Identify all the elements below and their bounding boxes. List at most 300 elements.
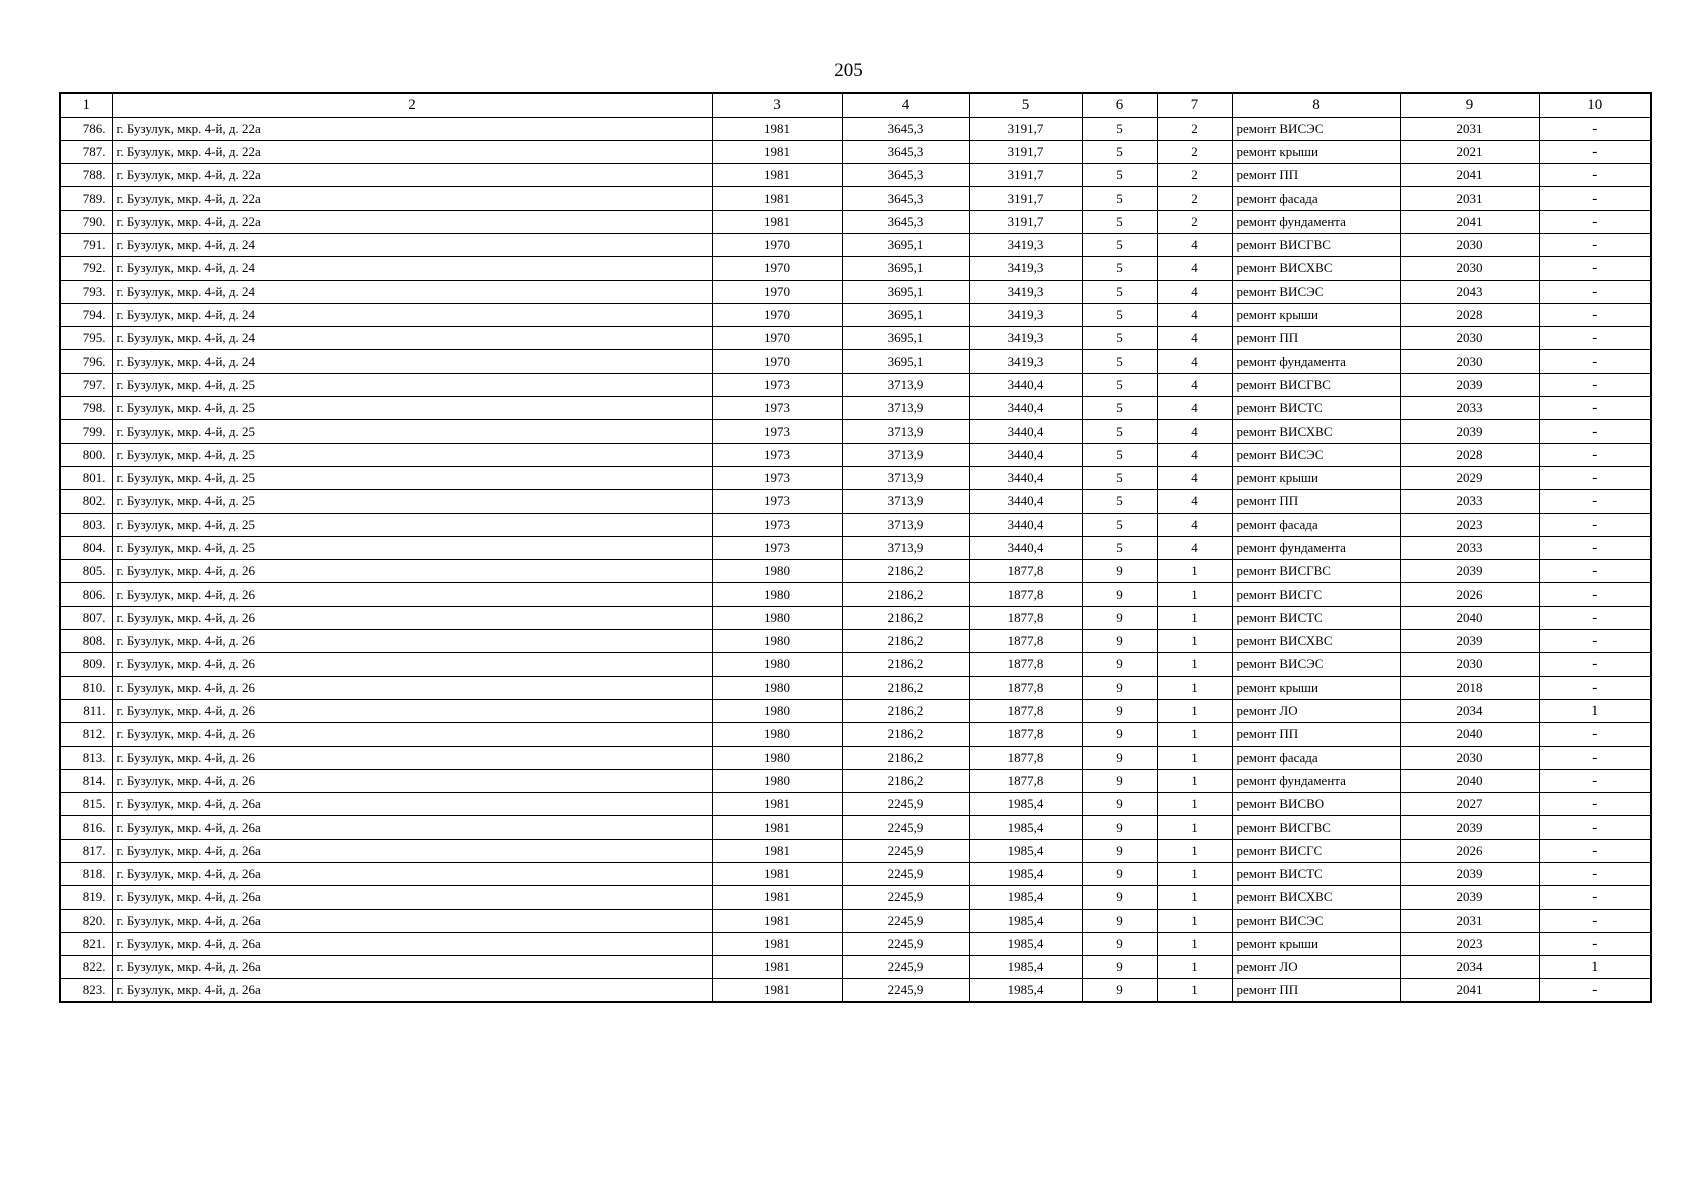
floors-cell: 5 (1082, 513, 1157, 536)
total-area-cell: 3713,9 (842, 490, 969, 513)
address-cell: г. Бузулук, мкр. 4-й, д. 25 (112, 443, 712, 466)
floors-cell: 5 (1082, 210, 1157, 233)
living-area-cell: 3191,7 (969, 187, 1082, 210)
living-area-cell: 1877,8 (969, 676, 1082, 699)
total-area-cell: 2186,2 (842, 699, 969, 722)
address-cell: г. Бузулук, мкр. 4-й, д. 26 (112, 583, 712, 606)
entrances-cell: 2 (1157, 164, 1232, 187)
header-cell-7: 7 (1157, 93, 1232, 117)
extra-value-cell: - (1539, 373, 1651, 396)
table-row (60, 816, 1651, 839)
work-type-cell: ремонт ВИСГС (1232, 839, 1400, 862)
extra-value-cell: - (1539, 909, 1651, 932)
total-area-cell: 2245,9 (842, 909, 969, 932)
build-year-cell: 1981 (712, 932, 842, 955)
row-number-cell: 805. (60, 560, 112, 583)
floors-cell: 5 (1082, 233, 1157, 256)
floors-cell: 5 (1082, 443, 1157, 466)
extra-value-cell: - (1539, 746, 1651, 769)
entrances-cell: 4 (1157, 327, 1232, 350)
address-cell: г. Бузулук, мкр. 4-й, д. 24 (112, 350, 712, 373)
total-area-cell: 2186,2 (842, 606, 969, 629)
living-area-cell: 1985,4 (969, 956, 1082, 979)
entrances-cell: 1 (1157, 769, 1232, 792)
entrances-cell: 1 (1157, 746, 1232, 769)
extra-value-cell: - (1539, 886, 1651, 909)
entrances-cell: 1 (1157, 653, 1232, 676)
living-area-cell: 1877,8 (969, 630, 1082, 653)
total-area-cell: 2186,2 (842, 723, 969, 746)
extra-value-cell: - (1539, 979, 1651, 1002)
build-year-cell: 1980 (712, 606, 842, 629)
planned-year-cell: 2041 (1400, 164, 1539, 187)
address-cell: г. Бузулук, мкр. 4-й, д. 26а (112, 932, 712, 955)
row-number-cell: 818. (60, 863, 112, 886)
floors-cell: 9 (1082, 723, 1157, 746)
build-year-cell: 1981 (712, 117, 842, 140)
entrances-cell: 4 (1157, 443, 1232, 466)
floors-cell: 9 (1082, 583, 1157, 606)
planned-year-cell: 2040 (1400, 723, 1539, 746)
address-cell: г. Бузулук, мкр. 4-й, д. 26а (112, 839, 712, 862)
row-number-cell: 816. (60, 816, 112, 839)
address-cell: г. Бузулук, мкр. 4-й, д. 26а (112, 956, 712, 979)
row-number-cell: 819. (60, 886, 112, 909)
floors-cell: 5 (1082, 117, 1157, 140)
build-year-cell: 1981 (712, 863, 842, 886)
living-area-cell: 3440,4 (969, 397, 1082, 420)
table-row (60, 886, 1651, 909)
work-type-cell: ремонт крыши (1232, 140, 1400, 163)
row-number-cell: 803. (60, 513, 112, 536)
work-type-cell: ремонт фасада (1232, 187, 1400, 210)
floors-cell: 5 (1082, 466, 1157, 489)
planned-year-cell: 2040 (1400, 769, 1539, 792)
entrances-cell: 1 (1157, 839, 1232, 862)
floors-cell: 9 (1082, 956, 1157, 979)
header-cell-10: 10 (1539, 93, 1651, 117)
entrances-cell: 1 (1157, 606, 1232, 629)
extra-value-cell: - (1539, 233, 1651, 256)
extra-value-cell: 1 (1539, 956, 1651, 979)
total-area-cell: 3695,1 (842, 233, 969, 256)
extra-value-cell: - (1539, 187, 1651, 210)
build-year-cell: 1981 (712, 886, 842, 909)
floors-cell: 9 (1082, 793, 1157, 816)
work-type-cell: ремонт ВИСГВС (1232, 816, 1400, 839)
work-type-cell: ремонт крыши (1232, 303, 1400, 326)
floors-cell: 5 (1082, 164, 1157, 187)
floors-cell: 9 (1082, 932, 1157, 955)
table-row (60, 140, 1651, 163)
build-year-cell: 1981 (712, 793, 842, 816)
planned-year-cell: 2023 (1400, 932, 1539, 955)
total-area-cell: 3695,1 (842, 303, 969, 326)
entrances-cell: 1 (1157, 932, 1232, 955)
build-year-cell: 1973 (712, 443, 842, 466)
entrances-cell: 4 (1157, 536, 1232, 559)
entrances-cell: 1 (1157, 699, 1232, 722)
entrances-cell: 4 (1157, 513, 1232, 536)
row-number-cell: 801. (60, 466, 112, 489)
planned-year-cell: 2021 (1400, 140, 1539, 163)
entrances-cell: 4 (1157, 350, 1232, 373)
extra-value-cell: - (1539, 676, 1651, 699)
build-year-cell: 1980 (712, 560, 842, 583)
row-number-cell: 799. (60, 420, 112, 443)
extra-value-cell: - (1539, 769, 1651, 792)
row-number-cell: 821. (60, 932, 112, 955)
living-area-cell: 3419,3 (969, 233, 1082, 256)
extra-value-cell: - (1539, 280, 1651, 303)
floors-cell: 5 (1082, 140, 1157, 163)
work-type-cell: ремонт ВИСХВС (1232, 420, 1400, 443)
header-cell-5: 5 (969, 93, 1082, 117)
work-type-cell: ремонт ВИСХВС (1232, 630, 1400, 653)
entrances-cell: 1 (1157, 886, 1232, 909)
header-cell-8: 8 (1232, 93, 1400, 117)
work-type-cell: ремонт ПП (1232, 723, 1400, 746)
row-number-cell: 797. (60, 373, 112, 396)
living-area-cell: 1985,4 (969, 793, 1082, 816)
living-area-cell: 3191,7 (969, 117, 1082, 140)
planned-year-cell: 2033 (1400, 536, 1539, 559)
extra-value-cell: - (1539, 117, 1651, 140)
build-year-cell: 1973 (712, 373, 842, 396)
living-area-cell: 1877,8 (969, 560, 1082, 583)
floors-cell: 9 (1082, 769, 1157, 792)
address-cell: г. Бузулук, мкр. 4-й, д. 26 (112, 723, 712, 746)
work-type-cell: ремонт ВИСТС (1232, 397, 1400, 420)
planned-year-cell: 2018 (1400, 676, 1539, 699)
planned-year-cell: 2029 (1400, 466, 1539, 489)
planned-year-cell: 2039 (1400, 420, 1539, 443)
build-year-cell: 1981 (712, 956, 842, 979)
address-cell: г. Бузулук, мкр. 4-й, д. 25 (112, 513, 712, 536)
floors-cell: 9 (1082, 746, 1157, 769)
address-cell: г. Бузулук, мкр. 4-й, д. 26 (112, 560, 712, 583)
table-row (60, 653, 1651, 676)
planned-year-cell: 2030 (1400, 350, 1539, 373)
table-row (60, 373, 1651, 396)
total-area-cell: 2186,2 (842, 769, 969, 792)
planned-year-cell: 2028 (1400, 443, 1539, 466)
build-year-cell: 1980 (712, 723, 842, 746)
extra-value-cell: - (1539, 443, 1651, 466)
floors-cell: 5 (1082, 350, 1157, 373)
work-type-cell: ремонт ПП (1232, 164, 1400, 187)
table-row (60, 630, 1651, 653)
address-cell: г. Бузулук, мкр. 4-й, д. 24 (112, 303, 712, 326)
table-row (60, 420, 1651, 443)
living-area-cell: 1985,4 (969, 816, 1082, 839)
total-area-cell: 2245,9 (842, 793, 969, 816)
table-row (60, 723, 1651, 746)
floors-cell: 5 (1082, 536, 1157, 559)
build-year-cell: 1970 (712, 303, 842, 326)
planned-year-cell: 2041 (1400, 210, 1539, 233)
work-type-cell: ремонт крыши (1232, 932, 1400, 955)
extra-value-cell: - (1539, 606, 1651, 629)
work-type-cell: ремонт ВИСХВС (1232, 257, 1400, 280)
row-number-cell: 794. (60, 303, 112, 326)
address-cell: г. Бузулук, мкр. 4-й, д. 26 (112, 699, 712, 722)
table-header (60, 93, 1651, 117)
living-area-cell: 1877,8 (969, 746, 1082, 769)
table-body (60, 117, 1651, 1002)
extra-value-cell: - (1539, 793, 1651, 816)
build-year-cell: 1981 (712, 164, 842, 187)
planned-year-cell: 2031 (1400, 187, 1539, 210)
planned-year-cell: 2027 (1400, 793, 1539, 816)
work-type-cell: ремонт ВИСЭС (1232, 117, 1400, 140)
table-row (60, 746, 1651, 769)
extra-value-cell: - (1539, 490, 1651, 513)
floors-cell: 5 (1082, 187, 1157, 210)
address-cell: г. Бузулук, мкр. 4-й, д. 22а (112, 140, 712, 163)
extra-value-cell: - (1539, 420, 1651, 443)
entrances-cell: 4 (1157, 303, 1232, 326)
build-year-cell: 1970 (712, 327, 842, 350)
total-area-cell: 2245,9 (842, 956, 969, 979)
work-type-cell: ремонт ВИСВО (1232, 793, 1400, 816)
extra-value-cell: 1 (1539, 699, 1651, 722)
extra-value-cell: - (1539, 303, 1651, 326)
planned-year-cell: 2041 (1400, 979, 1539, 1002)
total-area-cell: 3695,1 (842, 327, 969, 350)
entrances-cell: 1 (1157, 583, 1232, 606)
address-cell: г. Бузулук, мкр. 4-й, д. 25 (112, 373, 712, 396)
row-number-cell: 820. (60, 909, 112, 932)
living-area-cell: 1877,8 (969, 699, 1082, 722)
address-cell: г. Бузулук, мкр. 4-й, д. 26а (112, 909, 712, 932)
extra-value-cell: - (1539, 350, 1651, 373)
total-area-cell: 2186,2 (842, 676, 969, 699)
living-area-cell: 1877,8 (969, 606, 1082, 629)
planned-year-cell: 2039 (1400, 560, 1539, 583)
total-area-cell: 2186,2 (842, 653, 969, 676)
work-type-cell: ремонт фундамента (1232, 210, 1400, 233)
planned-year-cell: 2039 (1400, 373, 1539, 396)
living-area-cell: 3440,4 (969, 443, 1082, 466)
build-year-cell: 1973 (712, 420, 842, 443)
extra-value-cell: - (1539, 327, 1651, 350)
floors-cell: 9 (1082, 676, 1157, 699)
living-area-cell: 3191,7 (969, 210, 1082, 233)
row-number-cell: 817. (60, 839, 112, 862)
build-year-cell: 1980 (712, 769, 842, 792)
table-row (60, 117, 1651, 140)
address-cell: г. Бузулук, мкр. 4-й, д. 22а (112, 210, 712, 233)
entrances-cell: 4 (1157, 280, 1232, 303)
address-cell: г. Бузулук, мкр. 4-й, д. 24 (112, 327, 712, 350)
address-cell: г. Бузулук, мкр. 4-й, д. 26а (112, 979, 712, 1002)
floors-cell: 5 (1082, 280, 1157, 303)
header-cell-3: 3 (712, 93, 842, 117)
table-row (60, 769, 1651, 792)
page-number: 205 (834, 60, 863, 81)
table-row (60, 280, 1651, 303)
living-area-cell: 3191,7 (969, 164, 1082, 187)
planned-year-cell: 2039 (1400, 630, 1539, 653)
row-number-cell: 802. (60, 490, 112, 513)
living-area-cell: 1877,8 (969, 769, 1082, 792)
living-area-cell: 1877,8 (969, 583, 1082, 606)
row-number-cell: 813. (60, 746, 112, 769)
extra-value-cell: - (1539, 816, 1651, 839)
work-type-cell: ремонт ВИСЭС (1232, 280, 1400, 303)
table-row (60, 839, 1651, 862)
floors-cell: 5 (1082, 327, 1157, 350)
total-area-cell: 3645,3 (842, 117, 969, 140)
floors-cell: 5 (1082, 420, 1157, 443)
living-area-cell: 1877,8 (969, 723, 1082, 746)
entrances-cell: 4 (1157, 233, 1232, 256)
table-row (60, 327, 1651, 350)
work-type-cell: ремонт фундамента (1232, 536, 1400, 559)
living-area-cell: 3191,7 (969, 140, 1082, 163)
address-cell: г. Бузулук, мкр. 4-й, д. 26 (112, 676, 712, 699)
entrances-cell: 4 (1157, 257, 1232, 280)
row-number-cell: 791. (60, 233, 112, 256)
entrances-cell: 1 (1157, 560, 1232, 583)
table-row (60, 863, 1651, 886)
build-year-cell: 1980 (712, 746, 842, 769)
row-number-cell: 812. (60, 723, 112, 746)
floors-cell: 9 (1082, 816, 1157, 839)
build-year-cell: 1980 (712, 653, 842, 676)
address-cell: г. Бузулук, мкр. 4-й, д. 26 (112, 606, 712, 629)
extra-value-cell: - (1539, 140, 1651, 163)
build-year-cell: 1981 (712, 979, 842, 1002)
extra-value-cell: - (1539, 863, 1651, 886)
row-number-cell: 804. (60, 536, 112, 559)
row-number-cell: 793. (60, 280, 112, 303)
extra-value-cell: - (1539, 723, 1651, 746)
floors-cell: 5 (1082, 490, 1157, 513)
table-row (60, 257, 1651, 280)
total-area-cell: 2245,9 (842, 886, 969, 909)
planned-year-cell: 2023 (1400, 513, 1539, 536)
entrances-cell: 4 (1157, 466, 1232, 489)
table-row (60, 187, 1651, 210)
work-type-cell: ремонт ПП (1232, 327, 1400, 350)
entrances-cell: 1 (1157, 676, 1232, 699)
table-row (60, 793, 1651, 816)
entrances-cell: 1 (1157, 956, 1232, 979)
living-area-cell: 3419,3 (969, 327, 1082, 350)
total-area-cell: 3713,9 (842, 397, 969, 420)
build-year-cell: 1980 (712, 630, 842, 653)
row-number-cell: 822. (60, 956, 112, 979)
total-area-cell: 3645,3 (842, 187, 969, 210)
planned-year-cell: 2033 (1400, 490, 1539, 513)
planned-year-cell: 2026 (1400, 583, 1539, 606)
floors-cell: 9 (1082, 839, 1157, 862)
total-area-cell: 2186,2 (842, 583, 969, 606)
living-area-cell: 3419,3 (969, 257, 1082, 280)
work-type-cell: ремонт крыши (1232, 466, 1400, 489)
work-type-cell: ремонт фасада (1232, 746, 1400, 769)
entrances-cell: 1 (1157, 863, 1232, 886)
row-number-cell: 786. (60, 117, 112, 140)
entrances-cell: 1 (1157, 979, 1232, 1002)
row-number-cell: 790. (60, 210, 112, 233)
row-number-cell: 814. (60, 769, 112, 792)
planned-year-cell: 2039 (1400, 816, 1539, 839)
total-area-cell: 3713,9 (842, 420, 969, 443)
living-area-cell: 3419,3 (969, 303, 1082, 326)
living-area-cell: 3440,4 (969, 536, 1082, 559)
total-area-cell: 2245,9 (842, 863, 969, 886)
living-area-cell: 1877,8 (969, 653, 1082, 676)
entrances-cell: 2 (1157, 187, 1232, 210)
entrances-cell: 4 (1157, 373, 1232, 396)
planned-year-cell: 2026 (1400, 839, 1539, 862)
planned-year-cell: 2030 (1400, 257, 1539, 280)
build-year-cell: 1980 (712, 676, 842, 699)
address-cell: г. Бузулук, мкр. 4-й, д. 24 (112, 280, 712, 303)
row-number-cell: 808. (60, 630, 112, 653)
extra-value-cell: - (1539, 210, 1651, 233)
row-number-cell: 789. (60, 187, 112, 210)
living-area-cell: 1985,4 (969, 909, 1082, 932)
entrances-cell: 1 (1157, 723, 1232, 746)
planned-year-cell: 2039 (1400, 863, 1539, 886)
living-area-cell: 3440,4 (969, 466, 1082, 489)
table-row (60, 350, 1651, 373)
entrances-cell: 2 (1157, 117, 1232, 140)
build-year-cell: 1973 (712, 490, 842, 513)
build-year-cell: 1981 (712, 816, 842, 839)
build-year-cell: 1980 (712, 583, 842, 606)
row-number-cell: 806. (60, 583, 112, 606)
build-year-cell: 1981 (712, 210, 842, 233)
table-row (60, 303, 1651, 326)
planned-year-cell: 2031 (1400, 909, 1539, 932)
entrances-cell: 1 (1157, 909, 1232, 932)
table-row (60, 536, 1651, 559)
extra-value-cell: - (1539, 513, 1651, 536)
address-cell: г. Бузулук, мкр. 4-й, д. 24 (112, 233, 712, 256)
extra-value-cell: - (1539, 466, 1651, 489)
planned-year-cell: 2043 (1400, 280, 1539, 303)
build-year-cell: 1981 (712, 909, 842, 932)
extra-value-cell: - (1539, 653, 1651, 676)
living-area-cell: 3440,4 (969, 420, 1082, 443)
work-type-cell: ремонт фасада (1232, 513, 1400, 536)
address-cell: г. Бузулук, мкр. 4-й, д. 25 (112, 490, 712, 513)
living-area-cell: 3440,4 (969, 373, 1082, 396)
living-area-cell: 1985,4 (969, 839, 1082, 862)
floors-cell: 9 (1082, 699, 1157, 722)
extra-value-cell: - (1539, 839, 1651, 862)
floors-cell: 5 (1082, 303, 1157, 326)
planned-year-cell: 2033 (1400, 397, 1539, 420)
build-year-cell: 1973 (712, 397, 842, 420)
entrances-cell: 1 (1157, 816, 1232, 839)
entrances-cell: 4 (1157, 490, 1232, 513)
floors-cell: 9 (1082, 863, 1157, 886)
total-area-cell: 3645,3 (842, 140, 969, 163)
registry-table (59, 92, 1652, 1003)
header-row (60, 93, 1651, 117)
planned-year-cell: 2039 (1400, 886, 1539, 909)
planned-year-cell: 2034 (1400, 956, 1539, 979)
planned-year-cell: 2030 (1400, 327, 1539, 350)
work-type-cell: ремонт ВИСГВС (1232, 233, 1400, 256)
table-row (60, 606, 1651, 629)
